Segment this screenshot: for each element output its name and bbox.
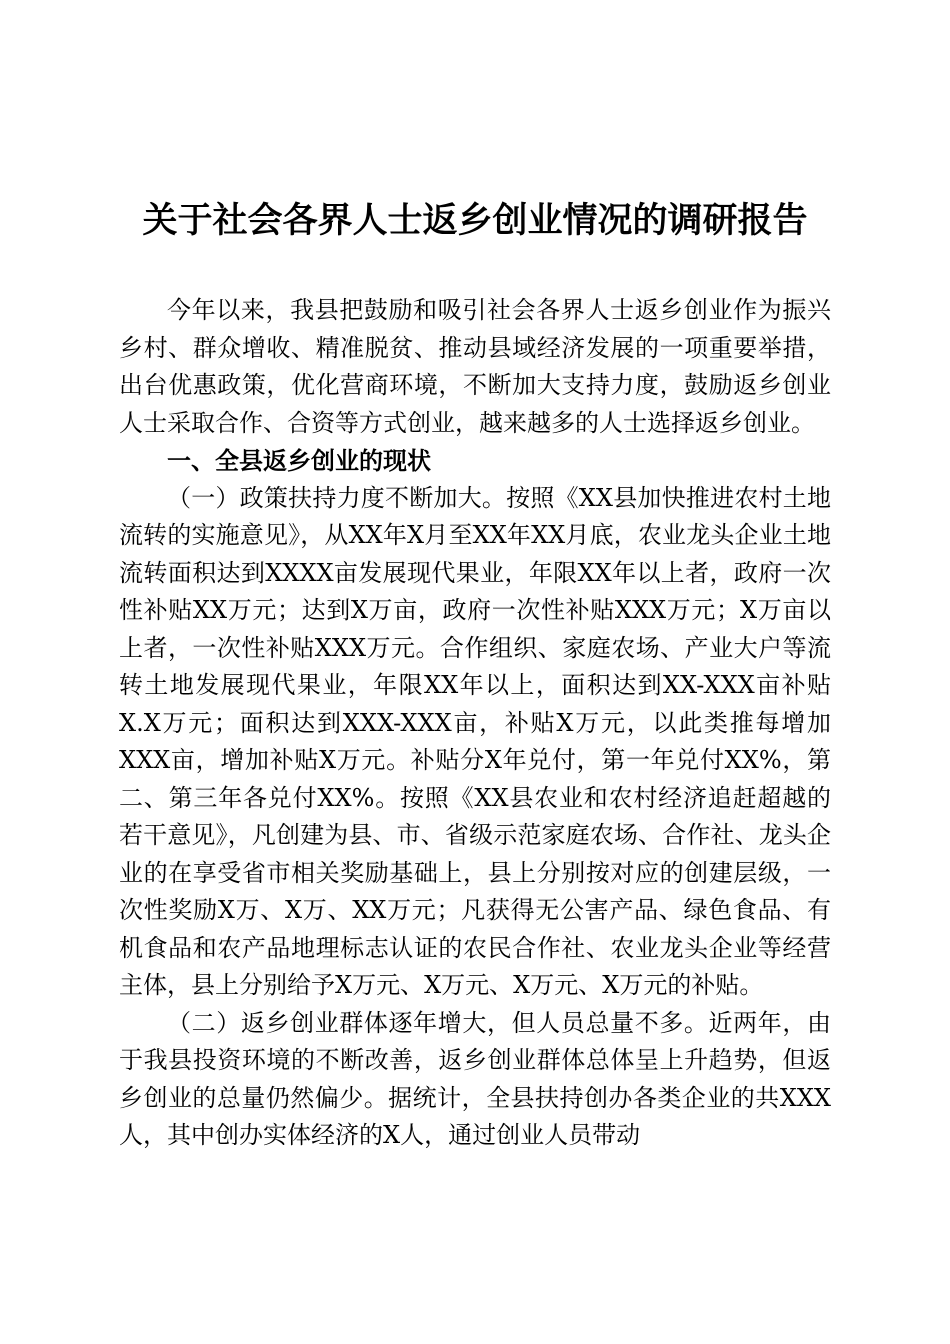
section1-paragraph-2: （二）返乡创业群体逐年增大，但人员总量不多。近两年，由于我县投资环境的不断改善，返乡创业群体总体呈上升趋势，但返乡创业的总量仍然偏少。据统计，全县扶持创办各类企业的共XXX人，其中创办实体经济的X人，通过创业人员带动 [119,1008,831,1149]
section-heading-1: 一、全县返乡创业的现状 [167,446,431,475]
section1-paragraph-1: （一）政策扶持力度不断加大。按照《XX县加快推进农村土地流转的实施意见》，从XX年X月至XX年XX月底，农业龙头企业土地流转面积达到XXXX亩发展现代果业，年限XX年以上者，政府一次性补贴XX万元；达到X万亩，政府一次性补贴XXX万元；X万亩以上者，一次性补贴XXX万元。合作组织、家庭农场、产业大户等流转土地发展现代果业，年限XX年以上，面积达到XX-XXX亩补贴X.X万元；面积达到XXX-XXX亩，补贴X万元，以此类推每增加XXX亩，增加补贴X万元。补贴分X年兑付，第一年兑付XX%，第二、第三年各兑付XX%。按照《XX县农业和农村经济追赶超越的若干意见》，凡创建为县、市、省级示范家庭农场、合作社、龙头企业的在享受省市相关奖励基础上，县上分别按对应的创建层级，一次性奖励X万、X万、XX万元；凡获得无公害产品、绿色食品、有机食品和农产品地理标志认证的农民合作社、农业龙头企业等经营主体，县上分别给予X万元、X万元、X万元、X万元的补贴。 [119,483,831,999]
document-title: 关于社会各界人士返乡创业情况的调研报告 [142,200,808,241]
document-body [119,292,831,1155]
intro-paragraph: 今年以来，我县把鼓励和吸引社会各界人士返乡创业作为振兴乡村、群众增收、精准脱贫、推动县域经济发展的一项重要举措，出台优惠政策，优化营商环境，不断加大支持力度，鼓励返乡创业人士采取合作、合资等方式创业，越来越多的人士选择返乡创业。 [119,296,831,437]
